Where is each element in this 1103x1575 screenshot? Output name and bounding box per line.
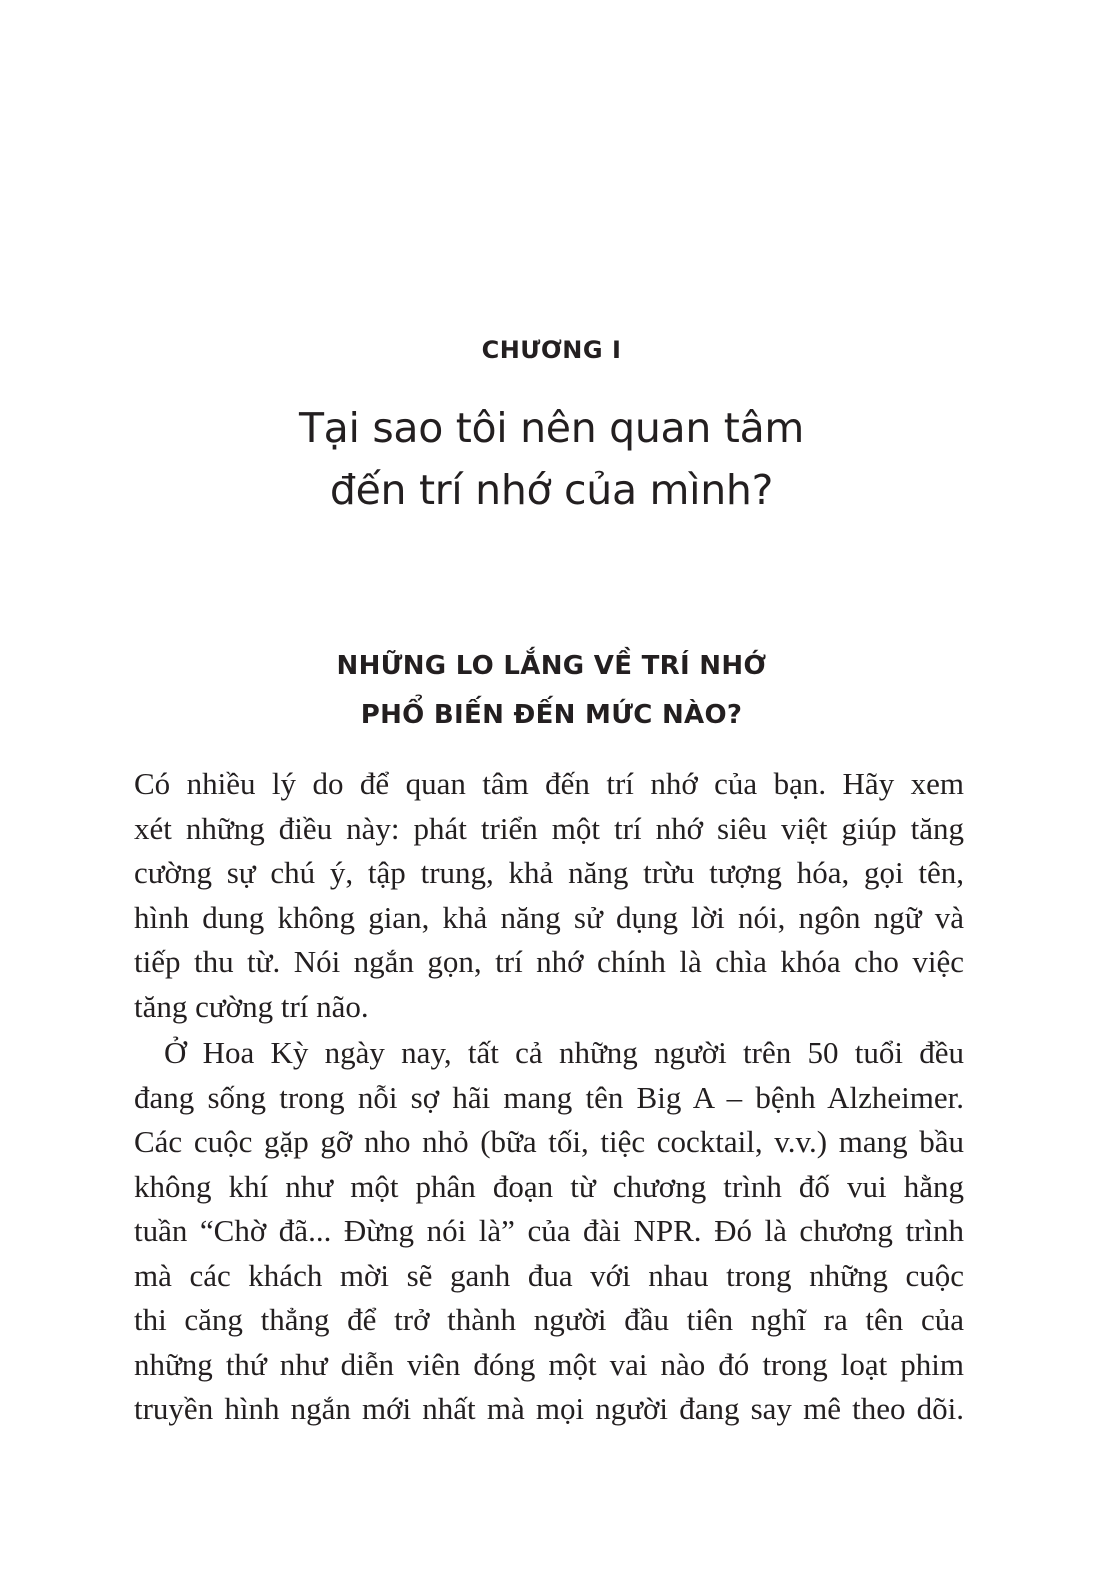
text-line: Ở Hoa Kỳ ngày nay, tất cả những người trên 50 tuổi đều xyxy=(164,1035,964,1070)
text-line: những thứ như diễn viên đóng một vai nào đó trong loạt phim xyxy=(134,1346,964,1382)
chapter-title-line-2: đến trí nhớ của mình? xyxy=(329,466,774,514)
text-line: không khí như một phân đoạn từ chương trình đố vui hằng xyxy=(134,1168,964,1204)
paragraph-2 xyxy=(134,1031,964,1432)
text-line: tiếp thu từ. Nói ngắn gọn, trí nhớ chính là chìa khóa cho việc xyxy=(134,944,964,979)
section-heading-line-1: NHỮNG LO LẮNG VỀ TRÍ NHỚ xyxy=(336,651,767,681)
text-line: hình dung không gian, khả năng sử dụng lời nói, ngôn ngữ và xyxy=(134,899,964,935)
text-line: Có nhiều lý do để quan tâm đến trí nhớ của bạn. Hãy xem xyxy=(134,766,964,801)
text-line: xét những điều này: phát triển một trí nhớ siêu việt giúp tăng xyxy=(134,810,964,846)
chapter-title-line-1: Tại sao tôi nên quan tâm xyxy=(298,404,805,452)
text-line: truyền hình ngắn mới nhất mà mọi người đang say mê theo dõi. xyxy=(134,1391,964,1426)
chapter-label: CHƯƠNG I xyxy=(481,336,622,364)
text-line: Các cuộc gặp gỡ nho nhỏ (bữa tối, tiệc cocktail, v.v.) mang bầu xyxy=(134,1124,964,1159)
text-line: mà các khách mời sẽ ganh đua với nhau trong những cuộc xyxy=(134,1257,964,1293)
text-line: cường sự chú ý, tập trung, khả năng trừu tượng hóa, gọi tên, xyxy=(134,855,964,890)
text-line: tuần “Chờ đã... Đừng nói là” của đài NPR. Đó là chương trình xyxy=(134,1213,964,1248)
paragraph-1 xyxy=(134,762,964,1029)
text-line: đang sống trong nỗi sợ hãi mang tên Big A – bệnh Alzheimer. xyxy=(134,1079,964,1115)
text-line: tăng cường trí não. xyxy=(134,988,369,1024)
section-heading-line-2: PHỔ BIẾN ĐẾN MỨC NÀO? xyxy=(360,700,743,730)
text-line: thi căng thẳng để trở thành người đầu tiên nghĩ ra tên của xyxy=(134,1302,964,1337)
